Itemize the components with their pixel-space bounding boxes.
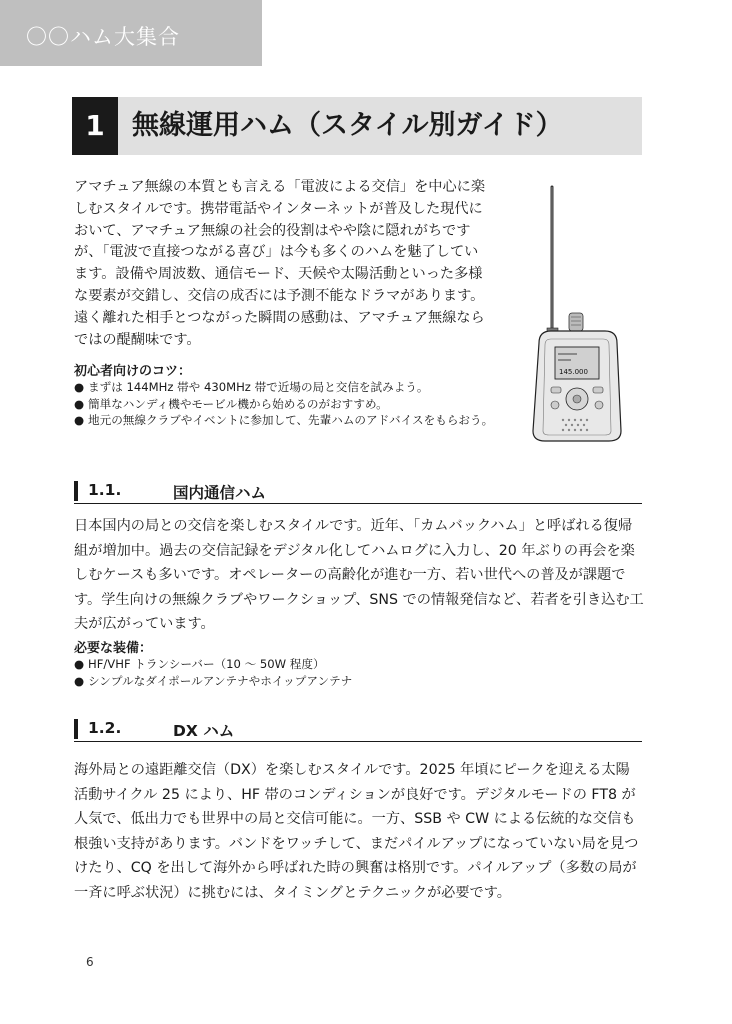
list-item: ● シンプルなダイポールアンテナやホイップアンテナ	[74, 673, 353, 688]
bullet: ●	[74, 413, 85, 428]
section-heading-dx	[74, 717, 642, 742]
section-dx-body: 海外局との遠距離交信（DX）を楽しむスタイルです。2025 年頃にピークを迎える太陽活動サイクル 25 により、HF 帯のコンディションが良好です。デジタルモードの FT8 が人気で、低出力でも世界中の局と交信可能に。一方、SSB や CW による伝統的な交信も根強い支持があります。バンドをワッチして、まだパイルアップになっていない局を見つけたり、CQ を出して海外から呼ばれた時の興奮は格別です。パイルアップ（多数の局が一斉に呼ぶ状況）に挑むには、タイミングとテクニックが必要です。	[74, 762, 639, 901]
list-item: ● 簡単なハンディ機やモービル機から始めるのがおすすめ。	[74, 396, 388, 411]
radio-display-text: 145.000	[559, 368, 588, 376]
section-title: DX ハム	[173, 722, 235, 740]
series-header-tab	[0, 0, 262, 66]
section-marker	[74, 481, 78, 501]
section-domestic-body: 日本国内の局との交信を楽しむスタイルです。近年、「カムバックハム」と呼ばれる復帰組が増加中。過去の交信記録をデジタル化してハムログに入力し、20 年ぶりの再会を楽しむケースも多いです。オペレーターの高齢化が進む一方、若い世代への普及が課題です。学生向けの無線クラブやワークショップ、SNS での情報発信など、若者を引き込む工夫が広がっています。	[74, 518, 644, 632]
bullet: ●	[74, 657, 85, 671]
section-number: 1.2.	[88, 719, 122, 737]
equipment-list	[74, 656, 642, 689]
equipment-title: 必要な装備：	[74, 641, 153, 656]
list-item: ● まずは 144MHz 帯や 430MHz 帯で近場の局と交信を試みよう。	[74, 380, 429, 394]
bullet: ●	[74, 380, 85, 394]
list-item: ● 地元の無線クラブやイベントに参加して、先輩ハムのアドバイスをもらおう。	[74, 413, 494, 428]
bullet: ●	[74, 673, 85, 688]
section-title: 国内通信ハム	[173, 484, 267, 502]
bullet: ●	[74, 396, 85, 411]
chapter-title: 無線運用ハム（スタイル別ガイド）	[132, 110, 563, 141]
intro-paragraph: アマチュア無線の本質とも言える「電波による交信」を中心に楽しむスタイルです。携帯電話やインターネットが普及した現代において、アマチュア無線の社会的役割はやや陰に隠れがちですが、「電波で直接つながる喜び」は今も多くのハムを魅了しています。設備や周波数、通信モード、天候や太陽活動といった多様な要素が交錯し、交信の成否には予測不能なドラマがあります。遠く離れた相手とつながった瞬間の感動は、アマチュア無線ならではの醍醐味です。	[74, 179, 486, 348]
section-marker	[74, 719, 78, 739]
section-heading-domestic	[74, 479, 642, 504]
handheld-radio-illustration	[525, 183, 625, 445]
chapter-heading	[72, 97, 642, 155]
list-item: ● HF/VHF トランシーバー（10 ～ 50W 程度）	[74, 657, 325, 671]
tips-title: 初心者向けのコツ：	[74, 364, 192, 379]
series-title: 〇〇ハム大集合	[26, 25, 180, 49]
page-number: 6	[86, 955, 94, 969]
chapter-number: 1	[72, 97, 118, 155]
tips-list	[74, 379, 494, 429]
section-number: 1.1.	[88, 481, 122, 499]
